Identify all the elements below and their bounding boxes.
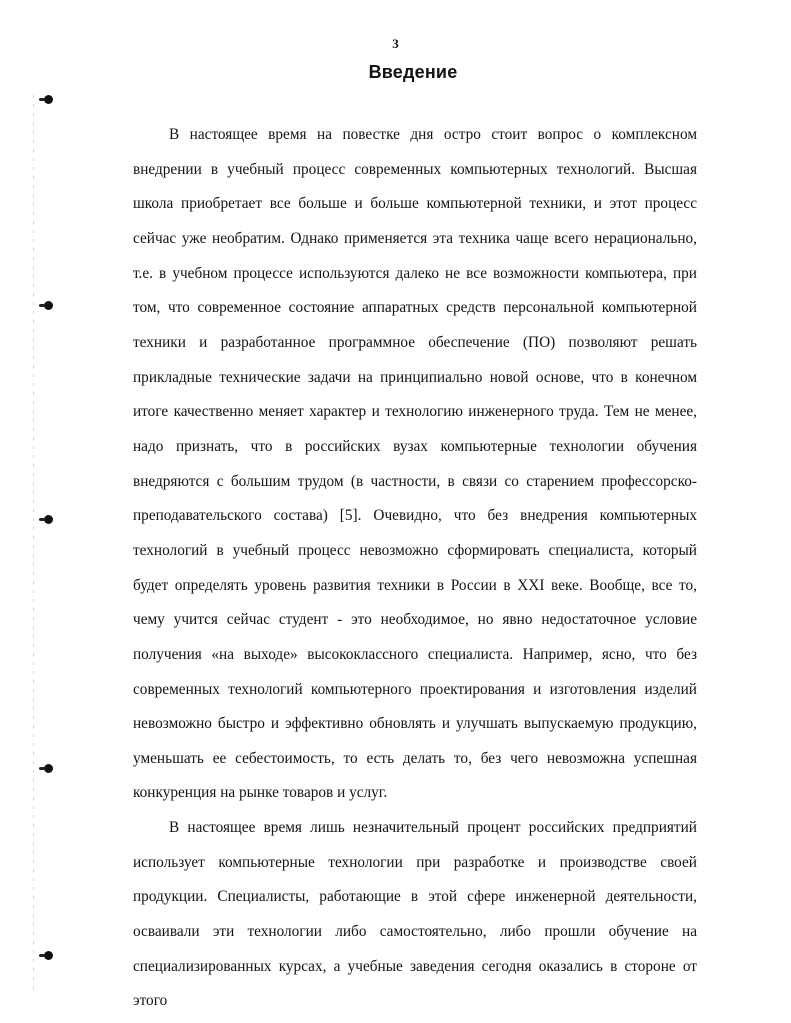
paragraph-1: В настоящее время на повестке дня остро стоит вопрос о комплексном внедрении в учебный процесс современных компьютерных технологий. Высшая школа приобретает все больше и больше компьютерной техники, и этот процесс сейчас уже необратим. Однако применяется эта техника чаще всего нерационально, т.е. в учебном процессе используются далеко не все возможности компьютера, при том, что современное состояние аппаратных средств персональной компьютерной техники и разработанное программное обеспечение (ПО) позволяют решать прикладные технические задачи на принципиально новой основе, что в конечном итоге качественно меняет характер и технологию инженерного труда. Тем не менее, надо признать, что в российских вузах компьютерные технологии обучения внедряются с большим трудом (в частности, в связи со старением профессорско-преподавательского состава) [5]. Очевидно, что без внедрения компьютерных технологий в учебный процесс невозможно сформировать специалиста, который будет определять уровень развития техники в России в XXI веке. Вообще, все то, чему учится сейчас студент - это необходимое, но явно недостаточное условие получения «на выходе» высококлассного специалиста. Например, ясно, что без современных технологий компьютерного проектирования и изготовления изделий невозможно быстро и эффективно обновлять и улучшать выпускаемую продукцию, уменьшать ее себестоимость, то есть делать то, без чего невозможна успешная конкуренция на рынке товаров и услуг. <box>133 126 697 802</box>
binding-hole-icon <box>44 95 53 104</box>
binding-hole-icon <box>44 764 53 773</box>
page-title: Введение <box>368 62 458 82</box>
binding-hole-icon <box>44 515 53 524</box>
binding-hole-icon <box>44 301 53 310</box>
page-number: 3 <box>392 36 399 51</box>
scan-margin-line <box>33 95 34 995</box>
document-body <box>133 118 697 1019</box>
binding-hole-icon <box>44 951 53 960</box>
paragraph-2: В настоящее время лишь незначительный процент российских предприятий использует компьютерные технологии при разработке и производстве своей продукции. Специалисты, работающие в этой сфере инженерной деятельности, осваивали эти технологии либо самостоятельно, либо прошли обучение на специализированных курсах, а учебные заведения сегодня оказались в стороне от этого <box>133 819 697 1010</box>
